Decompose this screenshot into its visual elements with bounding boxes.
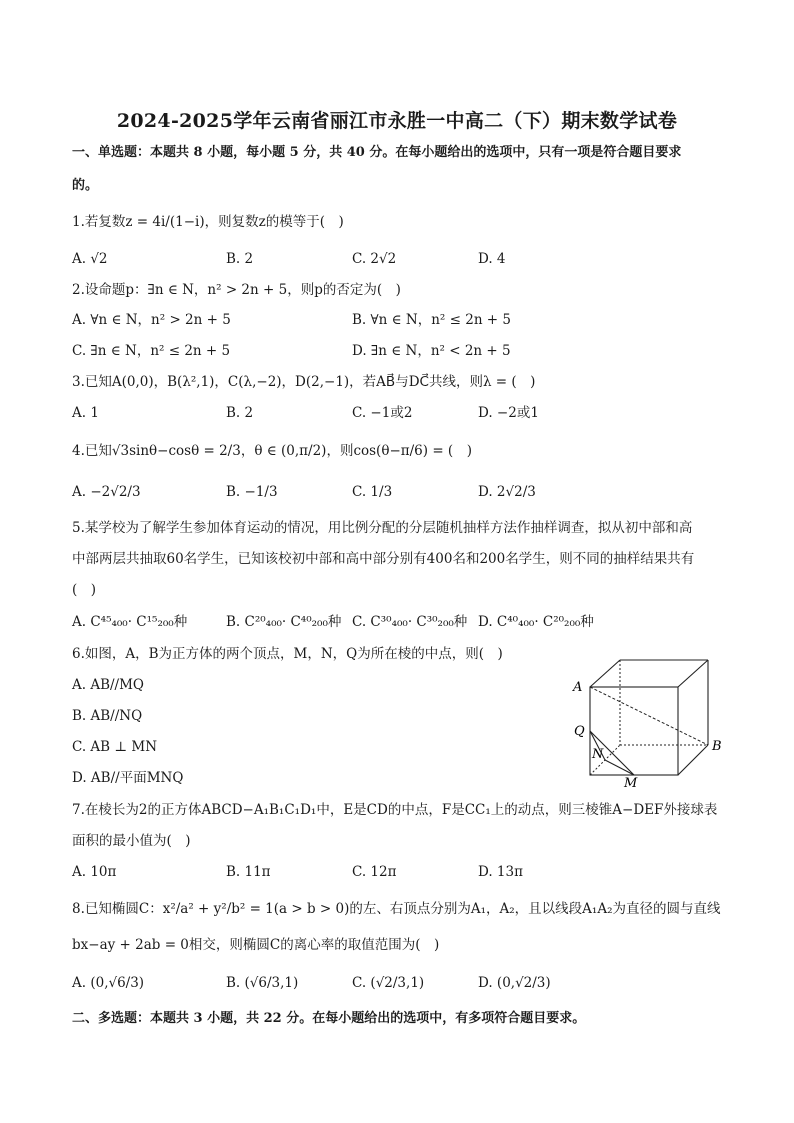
question-4-option-a: A. −2√2/3 xyxy=(72,484,141,500)
question-2-option-a: A. ∀n ∈ N，n² > 2n + 5 xyxy=(72,312,231,328)
question-1-option-a: A. √2 xyxy=(72,251,108,267)
question-7-option-d: D. 13π xyxy=(478,864,523,880)
question-3-option-d: D. −2或1 xyxy=(478,405,539,421)
question-8-option-a: A. (0,√6/3) xyxy=(72,975,145,991)
question-7-option-b: B. 11π xyxy=(226,864,271,880)
question-2-stem: 2.设命题p：∃n ∈ N，n² > 2n + 5，则p的否定为( ) xyxy=(72,282,401,298)
cube-edge xyxy=(590,660,620,687)
question-1-option-d: D. 4 xyxy=(478,251,506,267)
label-a: A xyxy=(573,680,583,695)
question-6-option-a: A. AB//MQ xyxy=(72,677,144,693)
question-6-stem: 6.如图，A，B为正方体的两个顶点，M，N，Q为所在棱的中点，则( ) xyxy=(72,646,503,662)
question-2-option-c: C. ∃n ∈ N，n² ≤ 2n + 5 xyxy=(72,343,231,359)
cube-figure xyxy=(568,650,738,790)
question-1-option-b: B. 2 xyxy=(226,251,254,267)
label-m: M xyxy=(624,776,638,790)
question-8-option-d: D. (0,√2/3) xyxy=(478,975,551,991)
section2-instructions: 二、多选题：本题共 3 小题，共 22 分。在每小题给出的选项中，有多项符合题目要求。 xyxy=(72,1011,586,1026)
question-7-stem-line2: 面积的最小值为( ) xyxy=(72,833,191,849)
question-3-option-a: A. 1 xyxy=(72,405,99,421)
question-5-stem-line2: 中部两层共抽取60名学生，已知该校初中部和高中部分别有400名和200名学生，则不同的抽样结果共有 xyxy=(72,551,695,567)
question-5-option-a: A. C⁴⁵₄₀₀· C¹⁵₂₀₀种 xyxy=(72,614,188,630)
question-4-option-d: D. 2√2/3 xyxy=(478,484,536,500)
question-6-option-d: D. AB//平面MNQ xyxy=(72,770,184,786)
segment-ab xyxy=(590,687,708,745)
question-5-option-c: C. C³⁰₄₀₀· C³⁰₂₀₀种 xyxy=(352,614,468,630)
question-6-option-c: C. AB ⊥ MN xyxy=(72,739,158,755)
label-n: N xyxy=(592,747,604,762)
question-2-option-d: D. ∃n ∈ N，n² < 2n + 5 xyxy=(352,343,511,359)
label-b: B xyxy=(712,739,722,754)
question-5-stem-line1: 5.某学校为了解学生参加体育运动的情况，用比例分配的分层随机抽样方法作抽样调查，拟从初中部和高 xyxy=(72,520,693,536)
question-8-stem-line2: bx−ay + 2ab = 0相交，则椭圆C的离心率的取值范围为( ) xyxy=(72,937,440,953)
question-5-option-d: D. C⁴⁰₄₀₀· C²⁰₂₀₀种 xyxy=(478,614,594,630)
question-3-stem: 3.已知A(0,0)，B(λ²,1)，C(λ,−2)，D(2,−1)，若AB⃗与DC⃗共线，则λ = ( ) xyxy=(72,374,536,390)
cube-edge xyxy=(678,660,708,687)
page-title: 2024-2025学年云南省丽江市永胜一中高二（下）期末数学试卷 xyxy=(116,110,678,132)
question-4-stem: 4.已知√3sinθ−cosθ = 2/3，θ ∈ (0,π/2)，则cos(θ−π/6) = ( ) xyxy=(72,443,472,459)
question-3-option-b: B. 2 xyxy=(226,405,254,421)
question-7-stem-line1: 7.在棱长为2的正方体ABCD−A₁B₁C₁D₁中，E是CD的中点，F是CC₁上的动点，则三棱锥A−DEF外接球表 xyxy=(72,802,718,818)
question-8-stem-line1: 8.已知椭圆C：x²/a² + y²/b² = 1(a > b > 0)的左、右顶点分别为A₁，A₂，且以线段A₁A₂为直径的圆与直线 xyxy=(72,901,721,917)
segment-nm xyxy=(605,760,634,775)
question-5-stem-line3: ( ) xyxy=(72,582,97,598)
question-3-option-c: C. −1或2 xyxy=(352,405,413,421)
question-1-option-c: C. 2√2 xyxy=(352,251,397,267)
question-4-option-b: B. −1/3 xyxy=(226,484,278,500)
question-8-option-b: B. (√6/3,1) xyxy=(226,975,299,991)
cube-edge xyxy=(678,745,708,775)
question-7-option-c: C. 12π xyxy=(352,864,397,880)
question-5-option-b: B. C²⁰₄₀₀· C⁴⁰₂₀₀种 xyxy=(226,614,342,630)
question-7-option-a: A. 10π xyxy=(72,864,117,880)
question-4-option-c: C. 1/3 xyxy=(352,484,393,500)
question-1-stem: 1.若复数z = 4i/(1−i)，则复数z的模等于( ) xyxy=(72,214,344,230)
question-6-option-b: B. AB//NQ xyxy=(72,708,143,724)
question-2-option-b: B. ∀n ∈ N，n² ≤ 2n + 5 xyxy=(352,312,512,328)
label-q: Q xyxy=(574,724,585,739)
section1-instructions-line2: 的。 xyxy=(72,178,99,193)
question-8-option-c: C. (√2/3,1) xyxy=(352,975,425,991)
section1-instructions-line1: 一、单选题：本题共 8 小题，每小题 5 分，共 40 分。在每小题给出的选项中，只有一项是符合题目要求 xyxy=(72,145,682,160)
